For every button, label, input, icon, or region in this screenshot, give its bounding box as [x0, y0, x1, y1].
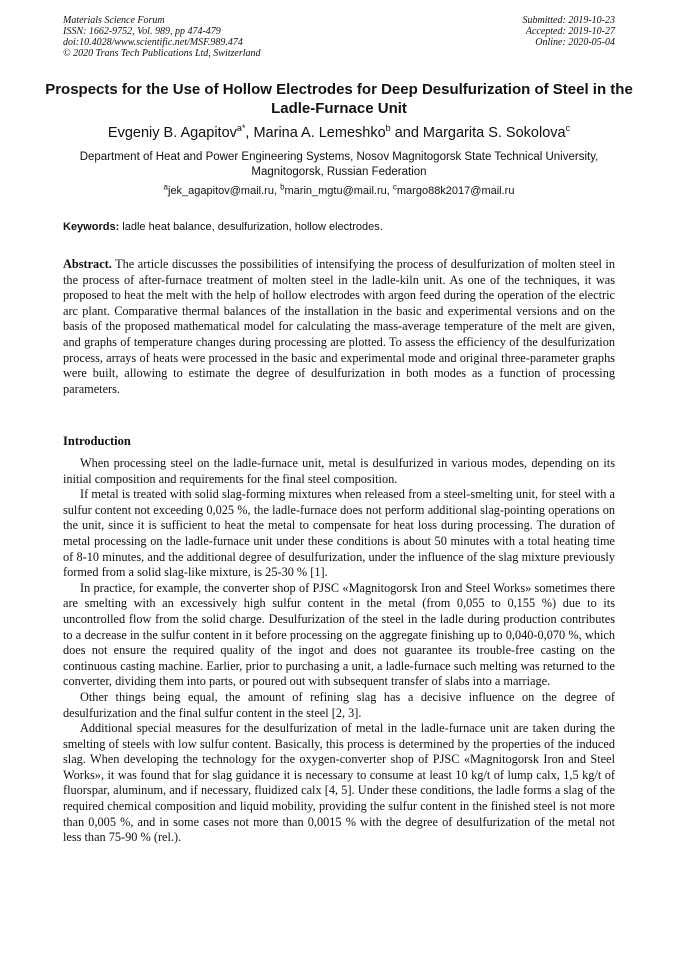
- keywords: [63, 220, 615, 234]
- author-name: Marina A. Lemeshko: [253, 125, 386, 141]
- abstract: [63, 257, 615, 397]
- body-paragraph: In practice, for example, the converter shop of PJSC «Magnitogorsk Iron and Steel Works» sometimes there are smelting with an excessively high sulfur content in the metal (from 0,055 to 0,155 %) due to its uncontrolled flow from the solid charge. Desulfurization of the steel in the ladle during production contributes to a decrease in the sulfur content in it before processing on the aggregate finishing up to 0,040-0,070 %, which does not ensure the required quality of the ingot and does not guarantee its trouble-free casting on the continuous casting machine. Earlier, prior to purchasing a unit, a ladle-furnace such melting was returned to the converter, dividing them into parts, or poured out with subsequent transfer of slabs into a marriage.: [63, 580, 615, 689]
- author-affil-mark: a*: [236, 123, 246, 134]
- body-paragraph: Additional special measures for the desulfurization of metal in the ladle-furnace unit are taken during the smelting of steels with low sulfur content. Basically, this process is determined by the properties of the induced slag. When developing the technology for the oxygen-converter shop of PJSC «Magnitogorsk Iron and Steel Works», it was found that for slag guidance it is necessary to consume at least 10 kg/t of lump calx, 1,5 kg/t of fluorspar, aluminum, and if necessary, fluidized calx [4, 5]. Under these conditions, the ladle forms a slag of the required chemical composition and liquid mobility, providing the sulfur content in the finished steel is not more than 0,005 %, and in some cases not more than 0,0015 % with the degree of desulfurization of the metal not less than 75-90 % (rel.).: [63, 721, 615, 845]
- author-emails: [40, 184, 638, 198]
- body-paragraph: When processing steel on the ladle-furnace unit, metal is desulfurized in various modes, depending on its initial composition and requirements for the final steel composition.: [63, 456, 615, 486]
- author-affil-mark: b: [385, 123, 391, 134]
- keywords-text: ladle heat balance, desulfurization, hollow electrodes.: [119, 221, 383, 233]
- journal-header: [63, 15, 261, 59]
- journal-name: Materials Science Forum: [63, 15, 165, 26]
- abstract-text: The article discusses the possibilities of intensifying the process of desulfurization of molten steel in the process of after-furnace treatment of molten steel in the ladle-kiln unit. As one of the techniques, it was proposed to heat the melt with the help of hollow electrodes with argon feed during the operation of the electric arc plant. Comparative thermal balances of the installation in the basic and experimental versions and on the basis of the proposed mathematical model for calculating the mass-average temperature of the melt are given, and graphs of temperature changes during processing are plotted. To assess the efficiency of the desulfurization process, arrays of heats were processed in the basic and experimental mode and original three-parameter graphs were built, allowing to estimate the degree of desulfurization in both modes as a function of processing parameters.: [63, 257, 615, 396]
- copyright-line: © 2020 Trans Tech Publications Ltd, Switzerland: [63, 48, 261, 59]
- online-date: Online: 2020-05-04: [535, 37, 615, 48]
- section-heading-introduction: Introduction: [63, 434, 131, 448]
- abstract-label: Abstract.: [63, 257, 112, 271]
- issn-line: ISSN: 1662-9752, Vol. 989, pp 474-479: [63, 26, 221, 37]
- dates-header: [523, 15, 616, 48]
- email-mark: b: [280, 182, 285, 192]
- accepted-date: Accepted: 2019-10-27: [525, 26, 615, 37]
- body-paragraph: If metal is treated with solid slag-forming mixtures when released from a steel-smelting unit, for steel with a sulfur content not exceeding 0,025 %, the ladle-furnace does not perform additional slag-pointing operations on the unit, since it is sufficient to heat the metal to compensate for heat loss during processing. The duration of metal processing on the ladle-furnace unit under these conditions is about 50 minutes with a total heating time of 8-10 minutes, and the additional degree of desulfurization, under the influence of the slag mixture previously formed from a solid slag-like mixture, is 25-30 % [1].: [63, 487, 615, 580]
- author-affil-mark: c: [565, 123, 571, 134]
- email-mark: c: [392, 182, 397, 192]
- author-name: Margarita S. Sokolova: [422, 125, 566, 141]
- email-link[interactable]: marin_mgtu@mail.ru,: [284, 185, 393, 197]
- email-link[interactable]: jek_agapitov@mail.ru,: [168, 185, 281, 197]
- email-link[interactable]: margo88k2017@mail.ru: [396, 185, 515, 197]
- author-name: Evgeniy B. Agapitov: [107, 125, 237, 141]
- body-paragraph: Other things being equal, the amount of refining slag has a decisive influence on the degree of desulfurization and the final sulfur content in the steel [2, 3].: [63, 689, 615, 720]
- submitted-date: Submitted: 2019-10-23: [522, 15, 615, 26]
- paper-title: Prospects for the Use of Hollow Electrodes for Deep Desulfurization of Steel in the Ladle-Furnace Unit: [45, 81, 633, 117]
- author-list: [40, 124, 638, 142]
- keywords-label: Keywords:: [63, 221, 120, 233]
- doi-line: doi:10.4028/www.scientific.net/MSF.989.474: [63, 37, 243, 48]
- affiliation: Department of Heat and Power Engineering Systems, Nosov Magnitogorsk State Technical University, Magnitogorsk, Russian Federation: [79, 151, 599, 178]
- introduction-body: [63, 456, 615, 846]
- author-separator: and: [390, 125, 423, 141]
- author-separator: ,: [245, 125, 254, 141]
- email-mark: a: [163, 182, 168, 192]
